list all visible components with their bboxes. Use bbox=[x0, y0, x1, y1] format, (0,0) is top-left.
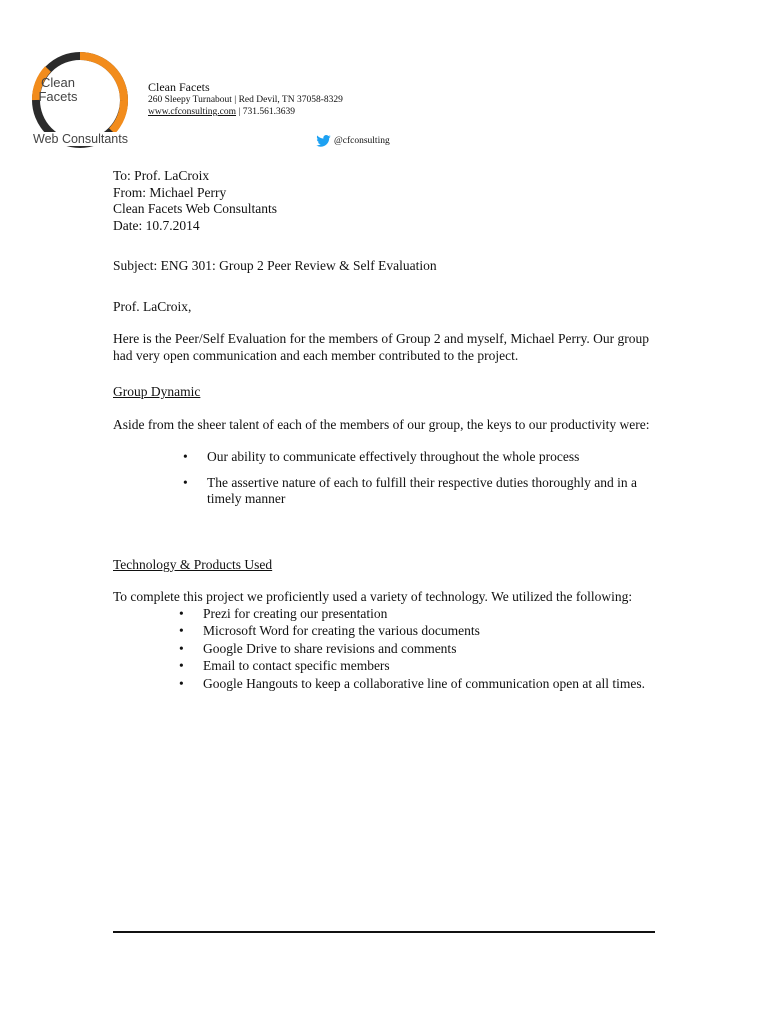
company-address: 260 Sleepy Turnabout | Red Devil, TN 37058-8329 bbox=[148, 95, 343, 105]
list-item: • Our ability to communicate effectively throughout the whole process bbox=[113, 449, 653, 466]
logo-name: Clean Facets bbox=[38, 75, 78, 104]
section-heading-technology: Technology & Products Used bbox=[113, 556, 273, 572]
logo-tagline: Web Consultants bbox=[33, 132, 128, 146]
website-link[interactable]: www.cfconsulting.com bbox=[148, 107, 237, 117]
memo-from: From: Michael Perry bbox=[113, 184, 227, 200]
memo-body bbox=[113, 168, 653, 693]
group-dynamic-list bbox=[113, 449, 653, 508]
footer-divider bbox=[113, 931, 655, 933]
letterhead-contact bbox=[148, 80, 343, 118]
web-phone-line bbox=[148, 106, 343, 118]
memo-date: Date: 10.7.2014 bbox=[113, 217, 200, 233]
memo-subject: Subject: ENG 301: Group 2 Peer Review & Self Evaluation bbox=[113, 258, 437, 273]
technology-paragraph: To complete this project we proficiently used a variety of technology. We utilized the following: bbox=[113, 589, 633, 604]
twitter-bird-icon bbox=[316, 135, 331, 147]
list-item: • Google Drive to share revisions and comments bbox=[113, 641, 653, 658]
technology-list bbox=[113, 606, 653, 693]
company-name: Clean Facets bbox=[148, 80, 210, 94]
intro-paragraph: Here is the Peer/Self Evaluation for the members of Group 2 and myself, Michael Perry. Our group had very open communication and each member contributed to the project. bbox=[113, 331, 649, 363]
list-item: • The assertive nature of each to fulfill their respective duties thoroughly and in a timely manner bbox=[113, 475, 653, 508]
memo-org: Clean Facets Web Consultants bbox=[113, 201, 278, 216]
salutation: Prof. LaCroix, bbox=[113, 298, 192, 314]
twitter-handle: @cfconsulting bbox=[334, 136, 390, 146]
section-heading-group-dynamic: Group Dynamic bbox=[113, 384, 201, 399]
phone-number: | 731.561.3639 bbox=[236, 107, 295, 117]
memo-to: To: Prof. LaCroix bbox=[113, 168, 210, 183]
list-item: • Google Hangouts to keep a collaborative line of communication open at all times. bbox=[113, 676, 653, 693]
list-item: • Microsoft Word for creating the various documents bbox=[113, 623, 653, 640]
twitter-handle-row bbox=[316, 135, 390, 147]
list-item: • Prezi for creating our presentation bbox=[113, 606, 653, 623]
company-logo bbox=[28, 48, 132, 152]
group-dynamic-paragraph: Aside from the sheer talent of each of the members of our group, the keys to our productivity were: bbox=[113, 416, 650, 432]
list-item: • Email to contact specific members bbox=[113, 658, 653, 675]
